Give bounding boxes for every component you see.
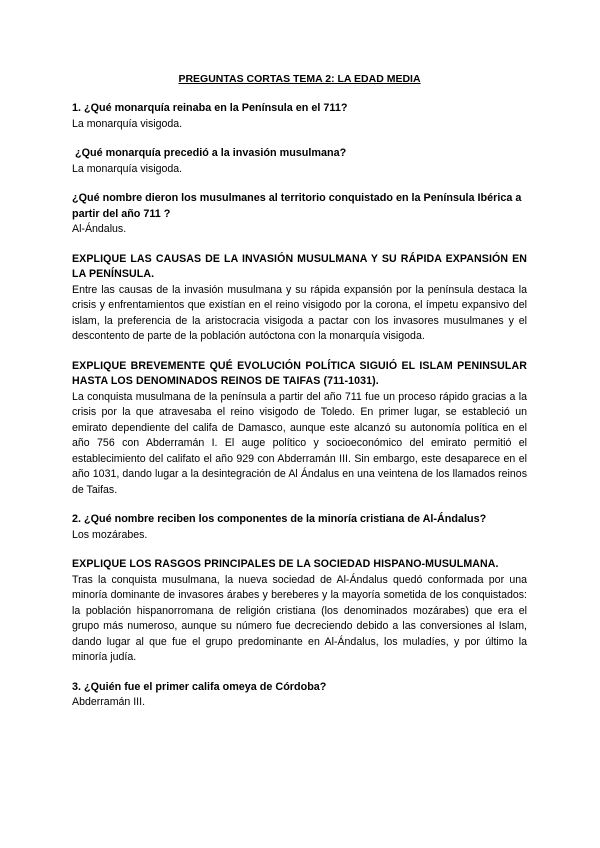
qa-block-3 [72,191,527,238]
answer-7: Tras la conquista musulmana, la nueva sociedad de Al-Ándalus quedó conformada por una minoría dominante de invasores árabes y bereberes y la mayoría sometida de los conquistados: la población hispanorromana de religión cristiana (los denominados mozárabes) que era el grupo más numeroso, aunque su número fue decreciendo debido a las conversiones al Islam, dando lugar al que fue el grupo predominante en Al-Ándalus, los muladíes, y por último la minoría judía. [72,573,527,663]
document-title: PREGUNTAS CORTAS TEMA 2: LA EDAD MEDIA [178,73,421,85]
qa-block-2 [72,146,527,177]
question-7: EXPLIQUE LOS RASGOS PRINCIPALES DE LA SOCIEDAD HISPANO-MUSULMANA. [72,558,499,570]
qa-block-5 [72,359,527,499]
question-1: 1. ¿Qué monarquía reinaba en la Península en el 711? [72,102,348,114]
question-8: 3. ¿Quién fue el primer califa omeya de Córdoba? [72,680,327,693]
answer-6: Los mozárabes. [72,528,148,541]
qa-block-1 [72,101,527,132]
question-4: EXPLIQUE LAS CAUSAS DE LA INVASIÓN MUSULMANA Y SU RÁPIDA EXPANSIÓN EN LA PENÍNSULA. [72,252,527,280]
answer-1: La monarquía visigoda. [72,117,183,130]
question-5: EXPLIQUE BREVEMENTE QUÉ EVOLUCIÓN POLÍTICA SIGUIÓ EL ISLAM PENINSULAR HASTA LOS DENOMINADOS REINOS DE TAIFAS (711-1031). [72,359,527,387]
answer-8: Abderramán III. [72,696,146,708]
qa-block-7 [72,557,527,666]
question-3: ¿Qué nombre dieron los musulmanes al territorio conquistado en la Península Ibérica a partir del año 711 ? [72,192,522,220]
answer-5: La conquista musulmana de la península a partir del año 711 fue un proceso rápido gracias a la crisis por la que atravesaba el reino visigodo de Toledo. En primer lugar, se estableció un emirato dependiente del califa de Damasco, aunque este alcanzó su autonomía política en el año 756 con Abderramán I. El auge político y socioeconómico del emirato permitió el establecimiento del califato el año 929 con Abderramán III. Sin embargo, este desaparece en el año 1031, dando lugar a la desintegración de Al Ándalus en una veintena de los llamados reinos de Taifas. [72,390,527,496]
qa-block-8 [72,680,527,711]
answer-3: Al-Ándalus. [72,223,127,235]
question-2: ¿Qué monarquía precedió a la invasión musulmana? [72,147,347,159]
qa-block-6 [72,512,527,543]
question-6: 2. ¿Qué nombre reciben los componentes de la minoría cristiana de Al-Ándalus? [72,513,487,525]
qa-block-4 [72,252,527,345]
answer-4: Entre las causas de la invasión musulmana y su rápida expansión por la península destaca la crisis y enfrentamientos que existían en el reino visigodo por la corona, el ímpetu expansivo del islam, la preferencia de la aristocracia visigoda a pactar con los invasores musulmanes y el descontento de parte de la población autóctona con la monarquía visigoda. [72,283,527,342]
answer-2: La monarquía visigoda. [72,162,183,175]
document-page [72,72,527,725]
